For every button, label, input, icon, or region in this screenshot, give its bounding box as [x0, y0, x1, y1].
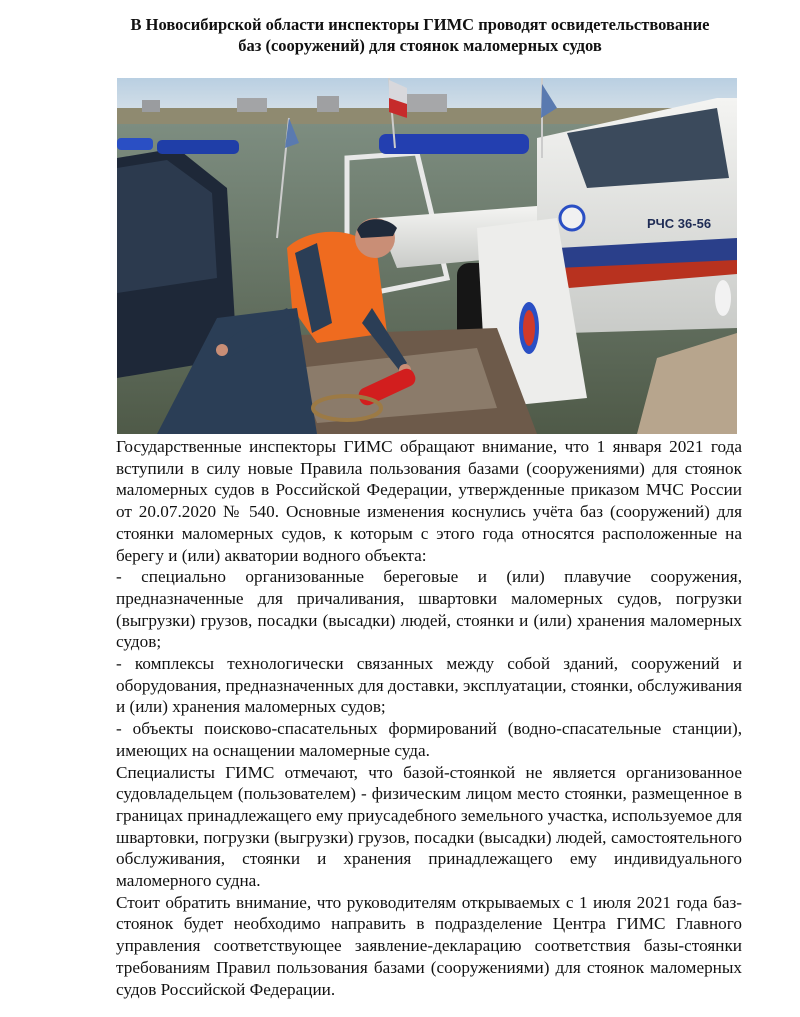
list-item-1: - специально организованные береговые и (или) плавучие сооружения, предназначенные для причаливания, швартовки маломерных судов, погрузки (выгрузки) грузов, посадки (высадки) людей, стоянки и (или) хранения маломерных судов; [116, 567, 742, 652]
paragraph-2: Специалисты ГИМС отмечают, что базой-стоянкой не является организованное судовладельцем (пользователем) - физическим лицом место стоянки, размещенное в границах принадлежащего ему приусадебного земельного участка, используемое для швартовки, погрузки (выгрузки) грузов, посадки (высадки) людей, самостоятельного обслуживания, стоянки и хранения принадлежащего ему индивидуального маломерного судна. [116, 762, 742, 891]
rescue-boat-photo [117, 78, 737, 434]
paragraph-1: Государственные инспекторы ГИМС обращают внимание, что 1 января 2021 года вступили в силу новые Правила пользования базами (сооружениями) для стоянок маломерных судов в Российской Федерации, утвержденные приказом МЧС России от 20.07.2020 № 540. Основные изменения коснулись учёта баз (сооружений) для стоянки маломерных судов, к которым с этого года относятся расположенные на берегу и (или) акватории водного объекта: [116, 437, 742, 565]
list-item-3: - объекты поисково-спасательных формирований (водно-спасательные станции), имеющих на оснащении маломерные суда. [116, 719, 742, 760]
document-title [100, 14, 740, 56]
boat-number-label: РЧС 36-56 [647, 216, 712, 231]
title-line-2: баз (сооружений) для стоянок маломерных судов [238, 36, 602, 55]
document-body [116, 436, 742, 1000]
paragraph-3: Стоит обратить внимание, что руководителям открываемых с 1 июля 2021 года баз-стоянок будет необходимо направить в подразделение Центра ГИМС Главного управления соответствующее заявление-декларацию соответствия базы-стоянки требованиям Правил пользования базами (сооружениями) для стоянок маломерных судов Российской Федерации. [116, 892, 742, 999]
title-line-1: В Новосибирской области инспекторы ГИМС проводят освидетельствование [130, 15, 710, 34]
list-item-2: - комплексы технологически связанных между собой зданий, сооружений и оборудования, предназначенных для доставки, эксплуатации, стоянки, обслуживания и (или) хранения маломерных судов; [116, 654, 742, 717]
